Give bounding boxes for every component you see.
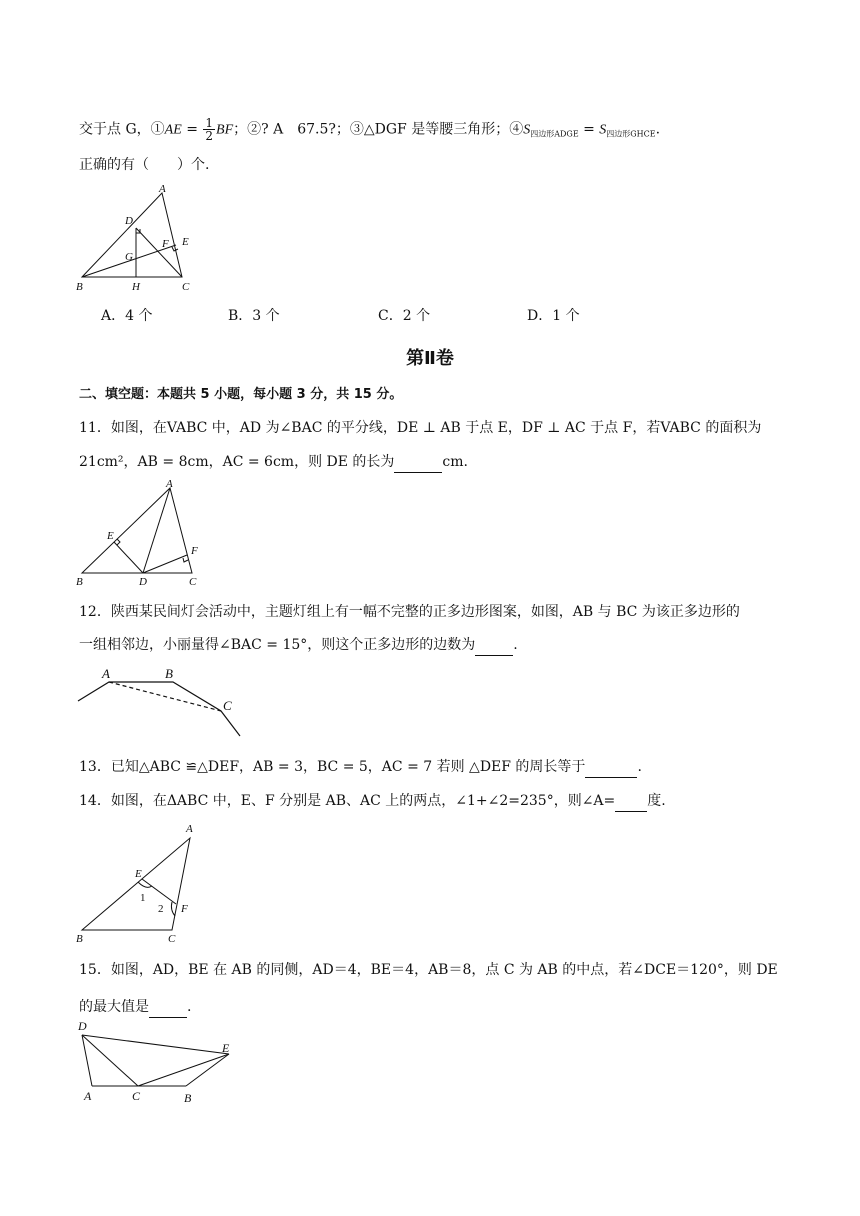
q14-label-2: 2	[158, 903, 164, 915]
q10-option-a[interactable]: A．4 个	[101, 308, 153, 324]
q10-s4-right: S	[599, 122, 607, 138]
q14-label-f: F	[181, 903, 188, 915]
q11-line2-pre: 21cm²，AB = 8cm，AC = 6cm，则 DE 的长为	[79, 454, 395, 470]
q14-label-b: B	[76, 933, 83, 945]
q10-figure	[70, 185, 200, 295]
q10-statements-2-3: ；②? A 67.5?；③△DGF 是等腰三角形；④	[233, 121, 524, 138]
q15-figure	[74, 1018, 244, 1108]
q10-stem-prefix: 交于点 G，①	[79, 121, 165, 138]
q10-triangle-abc	[82, 193, 182, 277]
section2-heading: 二、填空题：本题共 5 小题，每小题 3 分，共 15 分。	[79, 387, 403, 402]
q11-triangle-abc	[82, 488, 192, 573]
q11-line-de	[114, 542, 143, 573]
q14-angle-2-arc	[171, 902, 175, 916]
q11-label-d: D	[139, 576, 147, 588]
q14-label-1: 1	[140, 892, 146, 904]
q10-option-c[interactable]: C．2 个	[378, 308, 431, 324]
q10-label-d: D	[125, 215, 133, 227]
q14-figure	[72, 820, 202, 946]
q10-fraction-num: 1	[205, 116, 214, 130]
q11-label-e: E	[107, 530, 114, 542]
q10-question-line: 正确的有（ ）个.	[79, 157, 210, 173]
q15-label-c: C	[132, 1089, 141, 1103]
q10-option-d[interactable]: D．1 个	[527, 308, 580, 324]
q10-option-b[interactable]: B．3 个	[228, 308, 280, 324]
q10-label-f: F	[162, 238, 169, 250]
q13-line	[79, 757, 642, 778]
q14-text-post: 度.	[647, 793, 666, 809]
q11-figure	[70, 478, 210, 588]
q12-line2-pre: 一组相邻边，小丽量得∠BAC = 15°，则这个正多边形的边数为	[79, 637, 476, 653]
q12-label-c: C	[223, 698, 232, 713]
q12-answer-blank[interactable]	[475, 635, 513, 656]
q15-label-a: A	[84, 1089, 92, 1103]
q10-line-dc	[136, 228, 182, 277]
q13-text-post: .	[637, 759, 642, 775]
q10-fraction	[203, 117, 215, 142]
q12-line2-post: .	[513, 637, 518, 653]
q15-line-ce	[138, 1054, 229, 1086]
q11-right-angle-f	[183, 558, 188, 562]
q15-line2	[79, 997, 191, 1018]
q15-line1: 15．如图，AD，BE 在 AB 的同侧，AD＝4，BE＝4，AB＝8，点 C 为 AB 的中点，若∠DCE＝120°，则 DE	[79, 962, 778, 978]
q12-line-ac-dashed	[109, 682, 221, 711]
q10-s1-right: BF	[216, 122, 234, 138]
q15-label-e: E	[222, 1041, 230, 1055]
q14-label-a: A	[186, 823, 193, 835]
q10-label-h: H	[132, 281, 140, 293]
q15-line2-post: .	[187, 999, 192, 1015]
q10-s4-left-sub: 四边形ADGE	[530, 129, 579, 139]
q11-answer-blank[interactable]	[394, 452, 442, 473]
q15-label-b: B	[184, 1091, 192, 1105]
q12-polygon-edges	[78, 682, 240, 736]
q14-text-pre: 14．如图，在ΔABC 中，E、F 分别是 AB、AC 上的两点，∠1+∠2=235°，则∠A=	[79, 793, 616, 809]
q11-line2	[79, 452, 468, 473]
q13-answer-blank[interactable]	[585, 757, 637, 778]
q10-label-g: G	[125, 251, 133, 263]
q12-label-b: B	[165, 666, 173, 681]
q11-line2-post: cm.	[442, 454, 468, 470]
q14-line	[79, 791, 666, 812]
q10-s1-left: AE	[164, 122, 182, 138]
q11-label-c: C	[189, 576, 197, 588]
q10-label-c: C	[182, 281, 190, 293]
q14-line-ef	[142, 879, 176, 904]
q12-figure	[76, 663, 256, 743]
q15-answer-blank[interactable]	[149, 997, 187, 1018]
q15-label-d: D	[78, 1019, 87, 1033]
q14-label-c: C	[168, 933, 176, 945]
q13-text-pre: 13．已知△ABC ≌△DEF，AB = 3，BC = 5，AC = 7 若则 △DEF 的周长等于	[79, 759, 586, 775]
q10-label-e: E	[182, 236, 189, 248]
q14-triangle-abc	[82, 838, 190, 930]
q12-line2	[79, 635, 518, 656]
q12-line1: 12．陕西某民间灯会活动中，主题灯组上有一幅不完整的正多边形图案，如图，AB 与 BC 为该正多边形的	[79, 604, 740, 620]
q10-s4-left: S	[523, 122, 531, 138]
q11-label-a: A	[166, 478, 173, 490]
q11-label-b: B	[76, 576, 83, 588]
q15-line2-pre: 的最大值是	[79, 999, 149, 1015]
q10-fraction-den: 2	[205, 129, 214, 143]
q15-line-de	[82, 1035, 229, 1054]
q11-label-f: F	[191, 545, 198, 557]
q12-label-a: A	[102, 666, 110, 681]
q10-end: .	[655, 121, 661, 138]
q15-line-be	[186, 1054, 229, 1086]
part2-title: 第Ⅱ卷	[406, 348, 454, 369]
q10-label-b: B	[76, 281, 83, 293]
q14-label-e: E	[135, 868, 142, 880]
q11-right-angle-e	[117, 539, 120, 545]
q14-answer-blank[interactable]	[615, 791, 647, 812]
q10-label-a: A	[159, 183, 166, 195]
q10-s4-right-sub: 四边形GHCE	[606, 129, 656, 139]
q11-line1: 11．如图，在VABC 中，AD 为∠BAC 的平分线，DE ⊥ AB 于点 E，DF ⊥ AC 于点 F，若VABC 的面积为	[79, 420, 762, 436]
q10-statement-line: 交于点 G，①AE = $\frac{1}{2}$ BF；②? A 67.5?；③△DGF 是等腰三角形；$④S_{四边形ADGE} = S_{四边形GHCE}$.	[79, 116, 661, 143]
q11-line-df	[143, 555, 187, 573]
